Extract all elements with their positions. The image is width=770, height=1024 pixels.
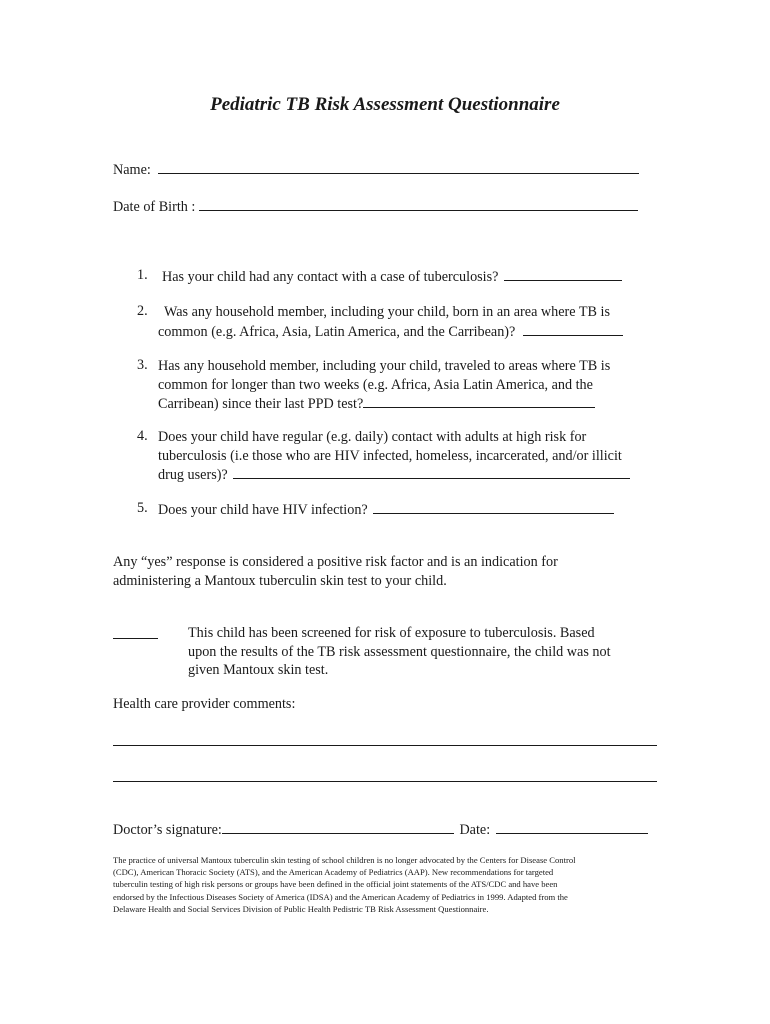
name-field[interactable] <box>158 160 639 174</box>
question-text: common for longer than two weeks (e.g. Africa, Asia Latin America, and the <box>158 376 593 393</box>
screening-line: given Mantoux skin test. <box>188 662 329 678</box>
question-3-answer-field[interactable] <box>363 394 595 408</box>
question-text: tuberculosis (i.e those who are HIV infected, homeless, incarcerated, and/or illicit <box>158 447 622 464</box>
question-number: 1. <box>137 267 148 283</box>
question-number: 2. <box>137 303 148 319</box>
question-number: 3. <box>137 357 148 373</box>
name-label: Name: <box>113 162 151 178</box>
question-2 <box>158 303 623 341</box>
question-text: Has any household member, including your child, traveled to areas where TB is <box>158 358 611 374</box>
question-2-answer-field[interactable] <box>523 322 623 336</box>
signature-row <box>113 820 648 839</box>
screening-line: This child has been screened for risk of exposure to tuberculosis. Based <box>188 625 595 641</box>
question-text: Has your child had any contact with a case of tuberculosis? <box>162 269 499 285</box>
name-row <box>113 160 639 179</box>
comments-line-1[interactable] <box>113 745 657 746</box>
question-text: Was any household member, including your child, born in an area where TB is <box>164 304 611 320</box>
footnote-line: endorsed by the Infectious Diseases Society of America (IDSA) and the American Academy of Pediatrics in 1999. Adapted from the <box>113 891 568 902</box>
question-text: Does your child have HIV infection? <box>158 502 368 518</box>
question-5 <box>158 500 614 520</box>
question-text: common (e.g. Africa, Asia, Latin America, and the Carribean)? <box>158 323 516 340</box>
question-text: Carribean) since their last PPD test? <box>158 396 364 412</box>
screening-line: upon the results of the TB risk assessment questionnaire, the child was not <box>188 643 611 660</box>
question-3 <box>158 357 610 414</box>
date-field[interactable] <box>496 820 648 834</box>
signature-label: Doctor’s signature: <box>113 822 222 838</box>
risk-note <box>113 553 558 590</box>
dob-label: Date of Birth : <box>113 199 196 215</box>
signature-field[interactable] <box>222 820 454 834</box>
footnote <box>113 854 658 915</box>
footnote-line: Delaware Health and Social Services Division of Public Health Pedistric TB Risk Assessment Questionnaire. <box>113 903 489 914</box>
footnote-line: The practice of universal Mantoux tuberculin skin testing of school children is no longer advocated by the Centers for Disease Control <box>113 855 576 865</box>
page-title: Pediatric TB Risk Assessment Questionnaire <box>210 94 560 115</box>
question-text: drug users)? <box>158 467 228 483</box>
question-1 <box>162 267 622 287</box>
question-4-answer-field[interactable] <box>233 465 630 479</box>
question-4 <box>158 428 630 485</box>
date-label: Date: <box>459 822 491 838</box>
question-number: 5. <box>137 500 148 516</box>
question-text: Does your child have regular (e.g. daily) contact with adults at high risk for <box>158 429 587 445</box>
comments-line-2[interactable] <box>113 781 657 782</box>
question-5-answer-field[interactable] <box>373 500 614 514</box>
dob-row <box>113 197 638 216</box>
screening-statement <box>188 624 611 680</box>
footnote-line: (CDC), American Thoracic Society (ATS), and the American Academy of Pediatrics (AAP). New recommendations for targeted <box>113 867 554 878</box>
comments-label: Health care provider comments: <box>113 696 296 712</box>
footnote-line: tuberculin testing of high risk persons or groups have been defined in the official joint statements of the ATS/CDC and have been <box>113 879 558 890</box>
screening-checkbox-line[interactable] <box>113 638 158 639</box>
risk-note-line: Any “yes” response is considered a positive risk factor and is an indication for <box>113 554 558 570</box>
question-number: 4. <box>137 428 148 444</box>
risk-note-line: administering a Mantoux tuberculin skin test to your child. <box>113 572 447 589</box>
dob-field[interactable] <box>199 197 638 211</box>
question-1-answer-field[interactable] <box>504 267 622 281</box>
